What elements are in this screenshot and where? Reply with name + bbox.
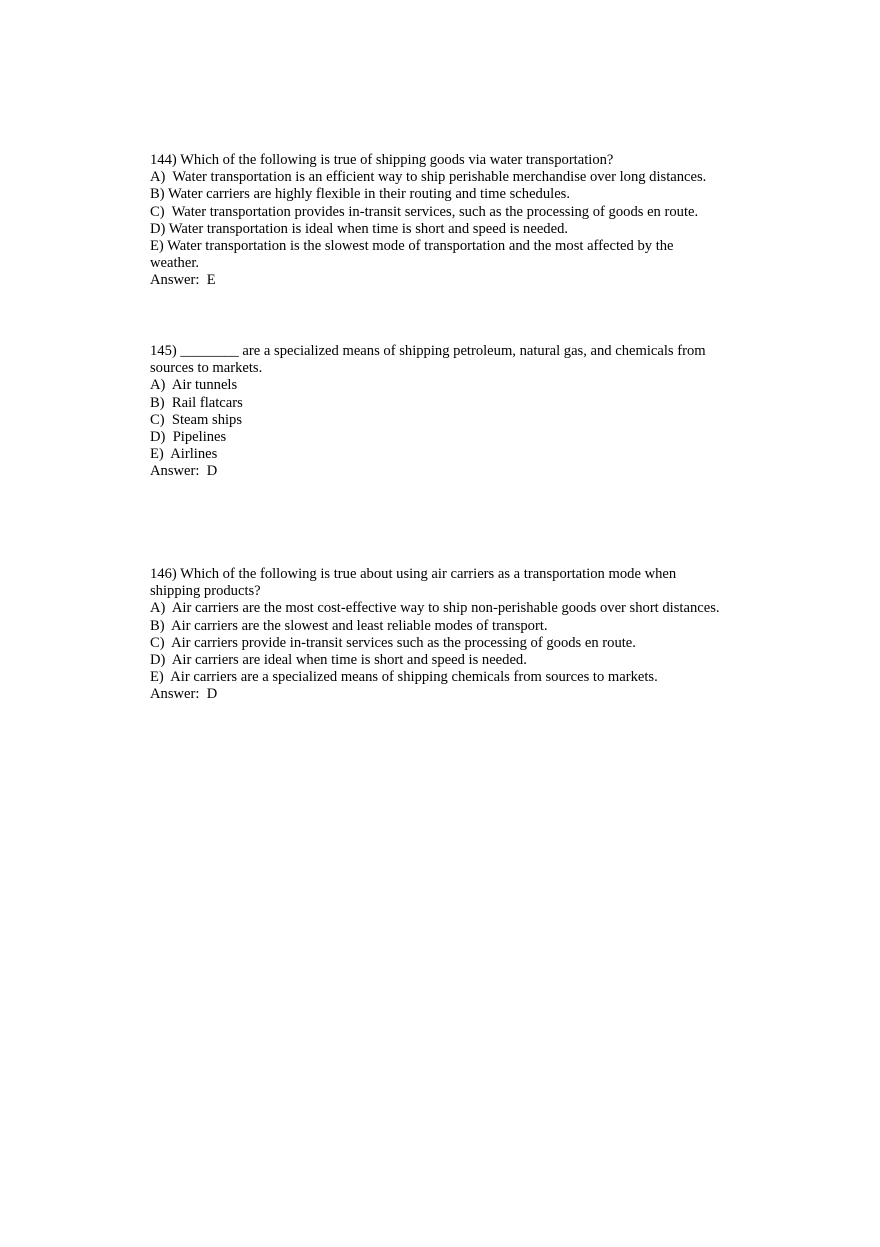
question-145: [150, 343, 725, 481]
option-e: E) Air carriers are a specialized means of shipping chemicals from sources to markets.: [150, 669, 658, 686]
option-c: C) Steam ships: [150, 411, 243, 428]
question-144: [150, 152, 725, 290]
option-a: A) Air carriers are the most cost-effective way to ship non-perishable goods over short distances.: [150, 600, 720, 617]
option-b: B) Rail flatcars: [150, 394, 243, 411]
question-stem: 146) Which of the following is true about using air carriers as a transportation mode when shipping products?: [150, 566, 680, 600]
option-e: E) Water transportation is the slowest mode of transportation and the most affected by the weather.: [150, 238, 678, 272]
option-a: A) Air tunnels: [150, 377, 238, 394]
option-b: B) Water carriers are highly flexible in their routing and time schedules.: [150, 186, 571, 203]
answer: Answer: E: [150, 272, 216, 289]
answer: Answer: D: [150, 463, 218, 480]
option-a: A) Water transportation is an efficient way to ship perishable merchandise over long distances.: [150, 169, 707, 186]
option-b: B) Air carriers are the slowest and least reliable modes of transport.: [150, 617, 548, 634]
answer: Answer: D: [150, 686, 218, 703]
option-c: C) Air carriers provide in-transit services such as the processing of goods en route.: [150, 634, 636, 651]
question-stem: 145) ________ are a specialized means of shipping petroleum, natural gas, and chemicals from sources to markets.: [150, 343, 710, 377]
option-d: D) Pipelines: [150, 429, 227, 446]
option-d: D) Air carriers are ideal when time is short and speed is needed.: [150, 652, 527, 669]
option-d: D) Water transportation is ideal when time is short and speed is needed.: [150, 220, 569, 237]
question-stem: 144) Which of the following is true of shipping goods via water transportation?: [150, 152, 614, 168]
question-146: [150, 566, 725, 704]
option-c: C) Water transportation provides in-transit services, such as the processing of goods en route.: [150, 203, 699, 220]
option-e: E) Airlines: [150, 446, 218, 463]
